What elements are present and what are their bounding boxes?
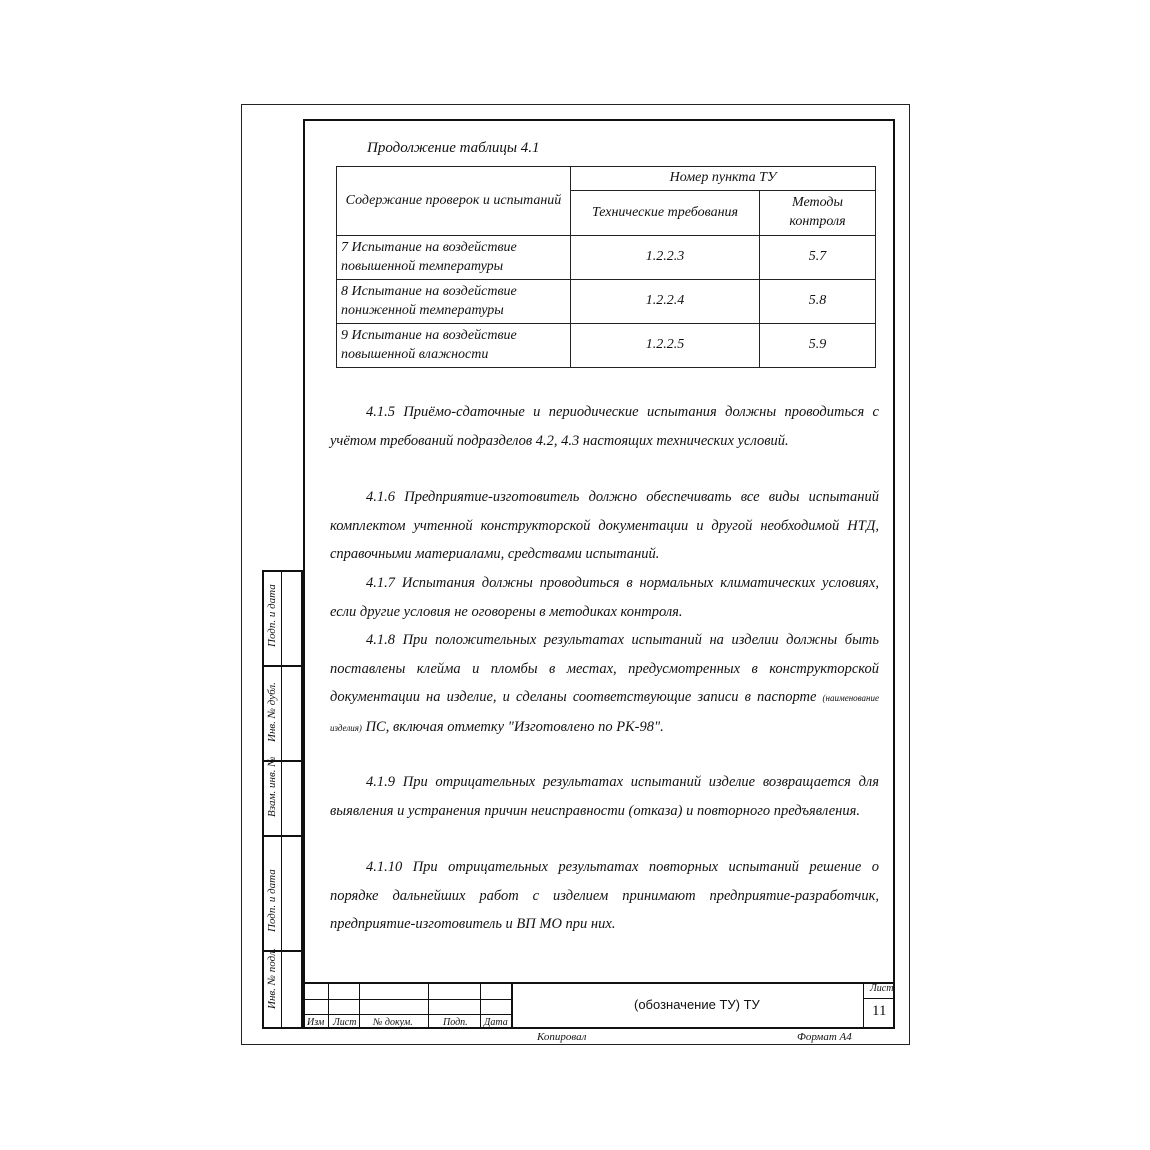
paragraph-4-1-5 bbox=[330, 398, 879, 455]
side-label: Подп. и дата bbox=[266, 869, 278, 932]
paragraph-text: 4.1.7 Испытания должны проводиться в нормальных климатических условиях, если другие условия не оговорены в методиках контроля. bbox=[330, 575, 879, 620]
paragraph-text: 4.1.5 Приёмо-сдаточные и периодические испытания должны проводиться с учётом требований подразделов 4.2, 4.3 настоящих технических условий. bbox=[330, 404, 879, 449]
table-row bbox=[337, 324, 876, 368]
header-group: Номер пункта ТУ bbox=[571, 167, 876, 191]
label-signature: Подп. bbox=[443, 1017, 468, 1028]
paragraph-text: ПС, включая отметку "Изготовлено по РК-98". bbox=[365, 718, 664, 735]
side-label: Взам. инв. № bbox=[266, 756, 278, 817]
side-stamp bbox=[262, 570, 303, 1029]
paragraph-4-1-10 bbox=[330, 853, 879, 939]
label-sheet: Лист bbox=[333, 1017, 357, 1028]
paragraph-text: 4.1.10 При отрицательных результатах повторных испытаний решение о порядке дальнейших работ с изделием принимают предприятие-разработчик, предприятие-изготовитель и ВП МО при них. bbox=[330, 859, 879, 932]
paragraph-4-1-9 bbox=[330, 768, 879, 825]
header-tech: Технические требования bbox=[571, 191, 760, 236]
side-cell bbox=[264, 837, 301, 952]
paper-format: Формат А4 bbox=[797, 1031, 852, 1043]
label-date: Дата bbox=[484, 1017, 508, 1028]
side-cell bbox=[264, 667, 301, 762]
row-method: 5.8 bbox=[760, 280, 876, 324]
document-designation: (обозначение ТУ) ТУ bbox=[634, 997, 760, 1012]
row-content: 9 Испытание на воздействие повышенной влажности bbox=[337, 324, 571, 368]
copied-by: Копировал bbox=[537, 1031, 587, 1043]
paragraph-4-1-6 bbox=[330, 483, 879, 569]
row-content: 8 Испытание на воздействие пониженной температуры bbox=[337, 280, 571, 324]
header-methods: Методы контроля bbox=[760, 191, 876, 236]
row-tech: 1.2.2.5 bbox=[571, 324, 760, 368]
table-row bbox=[337, 280, 876, 324]
label-change: Изм bbox=[307, 1017, 325, 1028]
side-cell bbox=[264, 756, 301, 837]
row-tech: 1.2.2.3 bbox=[571, 236, 760, 280]
side-cell bbox=[264, 572, 301, 667]
side-label: Подп. и дата bbox=[266, 584, 278, 647]
row-tech: 1.2.2.4 bbox=[571, 280, 760, 324]
side-label: Инв. № подл. bbox=[266, 948, 278, 1009]
row-method: 5.7 bbox=[760, 236, 876, 280]
side-cell bbox=[264, 948, 301, 1027]
paragraph-text: 4.1.8 При положительных результатах испытаний на изделии должны быть поставлены клейма и пломбы в местах, предусмотренных в конструкторской документации на изделие, и сделаны соответствующие записи в паспорте bbox=[330, 632, 879, 705]
paragraph-text: 4.1.9 При отрицательных результатах испытаний изделие возвращается для выявления и устранения причин неисправности (отказа) и повторного предъявления. bbox=[330, 774, 879, 819]
spec-table bbox=[336, 166, 876, 368]
table-row bbox=[337, 236, 876, 280]
side-label: Инв. № дубл. bbox=[266, 682, 278, 742]
label-doc-no: № докум. bbox=[373, 1017, 413, 1028]
item-name-placeholder: (наименование изделия) bbox=[330, 693, 879, 733]
title-block bbox=[303, 982, 895, 1029]
sheet-number: 11 bbox=[872, 1003, 887, 1019]
paragraph-text: 4.1.6 Предприятие-изготовитель должно обеспечивать все виды испытаний комплектом учтенной конструкторской документации и другой необходимой НТД, справочными материалами, средствами испытаний. bbox=[330, 489, 879, 562]
header-content: Содержание проверок и испытаний bbox=[337, 167, 571, 236]
paragraph-4-1-8 bbox=[330, 626, 879, 742]
table-caption: Продолжение таблицы 4.1 bbox=[367, 140, 540, 156]
row-content: 7 Испытание на воздействие повышенной температуры bbox=[337, 236, 571, 280]
sheet-label: Лист bbox=[870, 983, 894, 994]
paragraph-4-1-7 bbox=[330, 569, 879, 626]
row-method: 5.9 bbox=[760, 324, 876, 368]
